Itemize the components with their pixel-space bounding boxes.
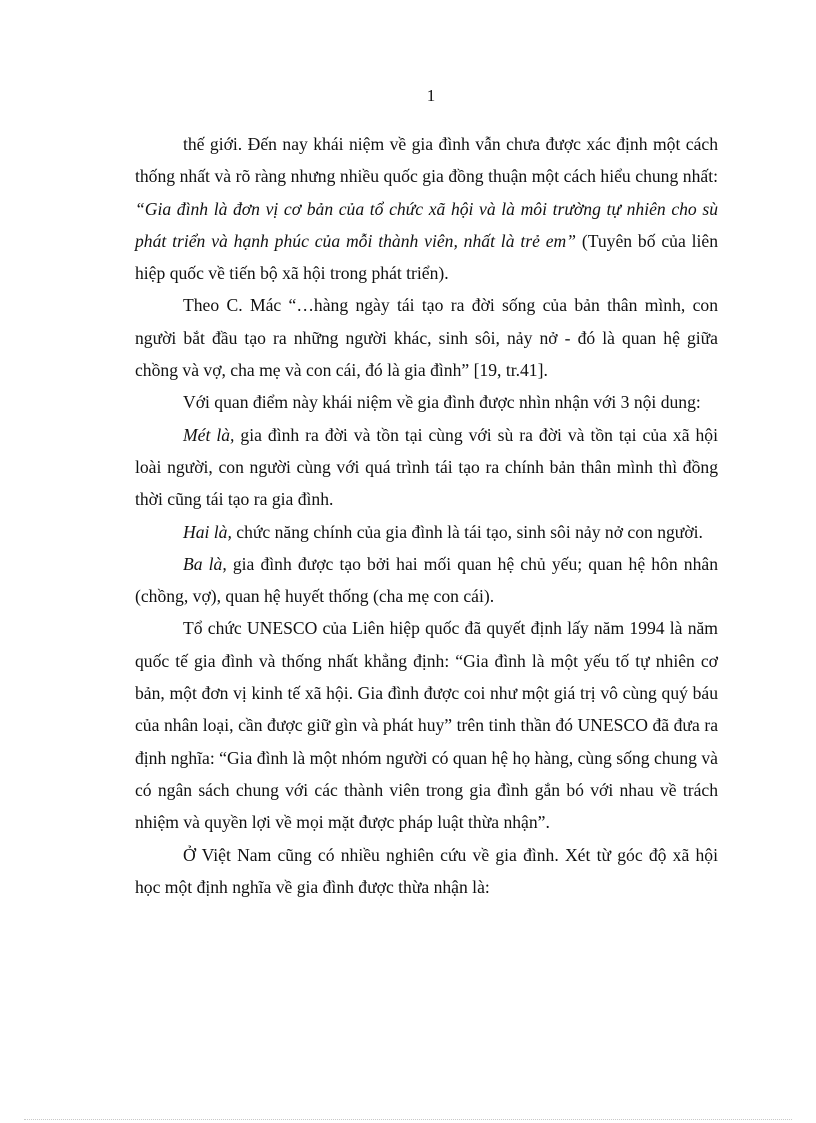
- paragraph-text: gia đình ra đời và tồn tại cùng với sù ra đời và tồn tại của xã hội loài người, con người cùng với quá trình tái tạo ra chính bản thân mình thì đồng thời cũng tái tạo ra gia đình.: [135, 424, 718, 510]
- paragraph-vietnam-research: Ở Việt Nam cũng có nhiều nghiên cứu về gia đình. Xét từ góc độ xã hội học một định nghĩa về gia đình được thừa nhận là:: [135, 844, 718, 897]
- paragraph-text: thế giới. Đến nay khái niệm về gia đình vẫn chưa được xác định một cách thống nhất và rõ ràng nhưng nhiều quốc gia đồng thuận một cách hiểu chung nhất:: [135, 134, 718, 187]
- page-number: 1: [426, 86, 436, 105]
- paragraph-point-two: [135, 516, 718, 548]
- paragraph-family-definition-un: [135, 128, 718, 289]
- paragraph-unesco-definition: Tổ chức UNESCO của Liên hiệp quốc đã quyết định lấy năm 1994 là năm quốc tế gia đình và thống nhất khẳng định: “Gia đình là một yếu tố tự nhiên cơ bản, một đơn vị kinh tế xã hội. Gia đình được coi như một giá trị vô cùng quý báu của nhân loại, cần được giữ gìn và phát huy” trên tinh thần đó UNESCO đã đưa ra định nghĩa: “Gia đình là một nhóm người có quan hệ họ hàng, cùng sống chung và có ngân sách chung với các thành viên trong gia đình gắn bó với nhau về trách nhiệm và quyền lợi về mọi mặt được pháp luật thừa nhận”.: [135, 618, 718, 833]
- paragraph-point-one: [135, 419, 718, 516]
- point-one-lead: Mét là,: [183, 424, 235, 445]
- paragraph-marx-quote: Theo C. Mác “…hàng ngày tái tạo ra đời sống của bản thân mình, con người bắt đầu tạo ra những người khác, sinh sôi, nảy nở - đó là quan hệ giữa chồng và vợ, cha mẹ và con cái, đó là gia đình” [19, tr.41].: [135, 295, 718, 381]
- paragraph-point-three: [135, 548, 718, 613]
- paragraph-three-contents-intro: Với quan điểm này khái niệm về gia đình được nhìn nhận với 3 nội dung:: [183, 392, 701, 413]
- paragraph-text: gia đình được tạo bởi hai mối quan hệ chủ yếu; quan hệ hôn nhân (chồng, vợ), quan hệ huyết thống (cha mẹ con cái).: [135, 553, 718, 607]
- point-three-lead: Ba là,: [183, 553, 227, 574]
- paragraph-text: chức năng chính của gia đình là tái tạo, sinh sôi nảy nở con người.: [231, 521, 703, 542]
- document-body: [135, 128, 718, 903]
- page-bottom-divider: [24, 1119, 792, 1120]
- paragraph-text: (Tuyên bố của liên hiệp quốc về tiến bộ xã hội trong phát triển).: [135, 230, 718, 284]
- point-two-lead: Hai là,: [183, 521, 232, 542]
- un-definition-quote: “Gia đình là đơn vị cơ bản của tổ chức xã hội và là môi trường tự nhiên cho sù phát triển và hạnh phúc của mỗi thành viên, nhất là trẻ em”: [135, 198, 718, 251]
